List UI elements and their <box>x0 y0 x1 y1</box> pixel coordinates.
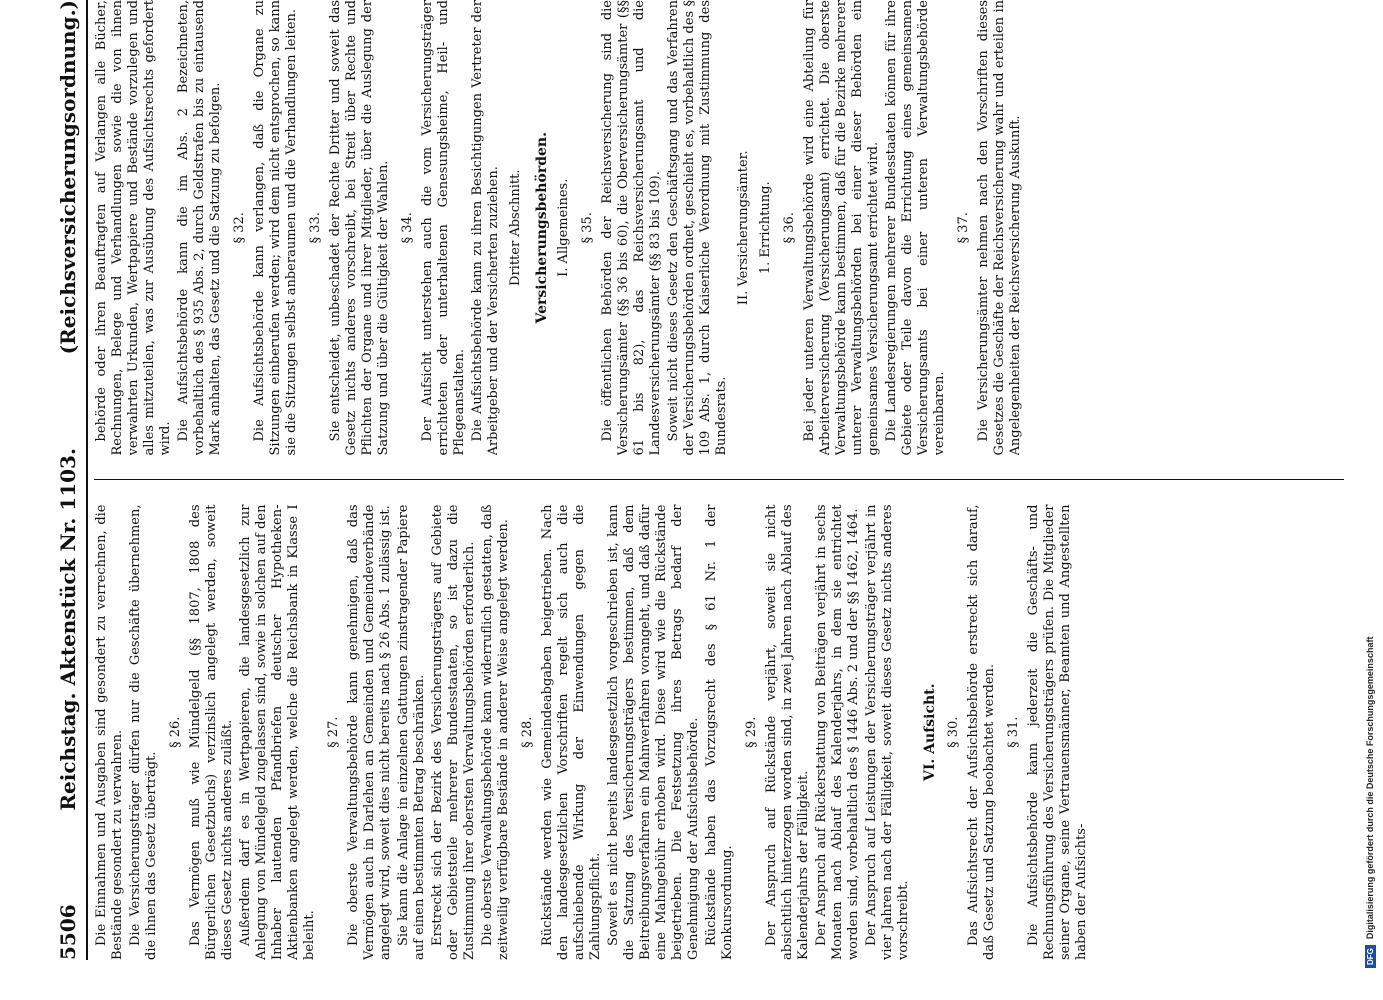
paragraph: Die Versicherungsträger dürfen nur die Geschäfte übernehmen, die ihnen das Gesetz überträgt. <box>128 504 159 960</box>
section-number: § 31. <box>1006 716 1021 748</box>
subsection-heading: II. Versicherungsämter. <box>736 150 751 306</box>
paragraph: Soweit es nicht bereits landesgesetzlich vorgeschrieben ist, kann die Satzung des Versicherungsträgers bestimmen, daß dem Beitreibungsverfahren ein Mahnverfahren vorangeht, und daß dafür eine Mahngebühr erhoben wird. Diese wird wie die Rückstände beigetrieben. Die Festsetzung ihres Betrags bedarf der Genehmigung der Aufsichtsbehörde. <box>606 504 701 960</box>
subsection-heading: 1. Errichtung. <box>758 181 773 275</box>
paragraph: Die Aufsichtsbehörde kann jederzeit die Geschäfts- und Rechnungsführung des Versicherungsträgers prüfen. Die Mitglieder seiner Organe, seine Vertrauensmänner, Beamten und Angestellten haben der Aufsichts- <box>1026 504 1089 960</box>
section-number: § 33. <box>308 212 323 244</box>
column-divider <box>94 480 1344 481</box>
document-page <box>50 0 1350 960</box>
paragraph: Die öffentlichen Behörden der Reichsversicherung sind die Versicherungsämter (§§ 36 bis 60), die Oberversicherungsämter (§§ 61 bis 82), das Reichsversicherungsamt und die Landesversicherungsämter (§§ 83 bis 109). <box>600 0 663 456</box>
page-number: 5506 <box>56 904 80 960</box>
paragraph: Die oberste Verwaltungsbehörde kann genehmigen, daß das Vermögen auch in Darlehen an Gemeinden und Gemeindeverbände angelegt wird, soweit dies nicht bereits nach § 26 Abs. 1 zulässig ist. <box>346 504 393 960</box>
paragraph: Der Anspruch auf Rückstände verjährt, soweit sie nicht absichtlich hinterzogen worden sind, in zwei Jahren nach Ablauf des Kalenderjahrs der Fälligkeit. <box>764 504 811 960</box>
dfg-logo: DFG <box>1365 945 1376 968</box>
paragraph: Die Aufsichtsbehörde kann die im Abs. 2 Bezeichneten, vorbehaltlich des § 935 Abs. 2, durch Geldstrafen bis zu eintausend Mark anhalten, das Gesetz und die Satzung zu befolgen. <box>176 0 223 456</box>
paragraph: Die Einnahmen und Ausgaben sind gesondert zu verrechnen, die Bestände gesondert zu verwahren. <box>94 504 125 960</box>
paragraph: Rückstände haben das Vorzugsrecht des § 61 Nr. 1 der Konkursordnung. <box>704 504 735 960</box>
section-number: § 26. <box>168 716 183 748</box>
page-header <box>50 0 88 960</box>
section-number: § 27. <box>326 716 341 748</box>
column-left <box>94 505 1344 961</box>
running-title-right: (Reichsversicherungsordnung.) <box>56 0 80 355</box>
paragraph: behörde oder ihren Beauftragten auf Verlangen alle Bücher, Rechnungen, Belege und Verhandlungen sowie die von ihnen verwahrten Urkunden, Wertpapiere und Bestände vorzulegen und alles mitzuteilen, was zur Ausübung des Aufsichtsrechts gefordert wird. <box>94 0 173 456</box>
paragraph: Die Versicherungsämter nehmen nach den Vorschriften dieses Gesetzes die Geschäfte der Reichsversicherung wahr und erteilen in Angelegenheiten der Reichsversicherung Auskunft. <box>976 0 1023 456</box>
paragraph: Sie entscheidet, unbeschadet der Rechte Dritter und soweit das Gesetz nichts anderes vorschreibt, bei Streit über Rechte und Pflichten der Organe und ihrer Mitglieder, über die Auslegung der Satzung und über die Gültigkeit der Wahlen. <box>328 0 391 456</box>
section-number: § 29. <box>744 716 759 748</box>
section-number: § 35. <box>580 212 595 244</box>
digitization-credit: Digitalisierung gefördert durch die Deutsche Forschungsgemeinschaft <box>1365 636 1375 940</box>
section-heading: VI. Aufsicht. <box>922 683 938 781</box>
column-right <box>94 0 1344 456</box>
paragraph: Die Aufsichtsbehörde kann zu ihren Besichtigungen Vertreter der Arbeitgeber und der Versicherten zuziehen. <box>470 0 501 456</box>
section-number: § 37. <box>956 212 971 244</box>
digitization-note <box>1361 8 1379 988</box>
section-number: § 30. <box>946 716 961 748</box>
paragraph: Erstreckt sich der Bezirk des Versicherungsträgers auf Gebiete oder Gebietsteile mehrerer Bundesstaaten, so ist dazu die Zustimmung ihrer obersten Verwaltungsbehörden erforderlich. <box>430 504 477 960</box>
part-heading: Dritter Abschnitt. <box>508 169 523 286</box>
paragraph: Der Aufsicht unterstehen auch die vom Versicherungsträger errichteten oder unterhaltenen Genesungsheime, Heil- und Pflegeanstalten. <box>420 0 467 456</box>
paragraph: Rückstände werden wie Gemeindeabgaben beigetrieben. Nach den landesgesetzlichen Vorschriften regelt sich auch die aufschiebende Wirkung der Einwendungen gegen die Zahlungspflicht. <box>540 504 603 960</box>
paragraph: Sie kann die Anlage in einzelnen Gattungen zinstragender Papiere auf einen bestimmten Betrag beschränken. <box>396 504 427 960</box>
subsection-heading: I. Allgemeines. <box>556 178 571 277</box>
paragraph: Die Landesregierungen mehrerer Bundesstaaten können für ihre Gebiete oder Teile davon die Errichtung eines gemeinsamen Versicherungsamts bei einer unteren Verwaltungsbehörde vereinbaren. <box>884 0 947 456</box>
section-number: § 28. <box>520 716 535 748</box>
paragraph: Das Aufsichtsrecht der Aufsichtsbehörde erstreckt sich darauf, daß Gesetz und Satzung beobachtet werden. <box>966 504 997 960</box>
part-title: Versicherungsbehörden. <box>534 132 550 324</box>
paragraph: Der Anspruch auf Rückerstattung von Beiträgen verjährt in sechs Monaten nach Ablauf des Kalenderjahrs, in dem sie entrichtet worden sind, vorbehaltlich des § 1446 Abs. 2 und der §§ 1462, 1464. <box>814 504 861 960</box>
paragraph: Außerdem darf es in Wertpapieren, die landesgesetzlich zur Anlegung von Mündelgeld zugelassen sind, sowie in solchen auf den Inhaber lautenden Pfandbriefen deutscher Hypotheken-Aktienbanken angelegt werden, welche die Reichsbank in Klasse I beleiht. <box>238 504 317 960</box>
section-number: § 36. <box>782 212 797 244</box>
section-number: § 34. <box>400 212 415 244</box>
paragraph: Die Aufsichtsbehörde kann verlangen, daß die Organe zu Sitzungen einberufen werden; wird dem nicht entsprochen, so kann sie die Sitzungen selbst anberaumen und die Verhandlungen leiten. <box>252 0 299 456</box>
section-number: § 32. <box>232 212 247 244</box>
paragraph: Das Vermögen muß wie Mündelgeld (§§ 1807, 1808 des Bürgerlichen Gesetzbuchs) verzinslich angelegt werden, soweit dieses Gesetz nichts anderes zuläßt. <box>188 504 235 960</box>
paragraph: Soweit nicht dieses Gesetz den Geschäftsgang und das Verfahren der Versicherungsbehörden ordnet, geschieht es, vorbehaltlich des § 109 Abs. 1, durch Kaiserliche Verordnung mit Zustimmung des Bundesrats. <box>666 0 729 456</box>
text-columns <box>94 0 1344 960</box>
paragraph: Die oberste Verwaltungsbehörde kann widerruflich gestatten, daß zeitweilig verfügbare Bestände in anderer Weise angelegt werden. <box>480 504 511 960</box>
paragraph: Bei jeder unteren Verwaltungsbehörde wird eine Abteilung für Arbeiterversicherung (Versicherungsamt) errichtet. Die oberste Verwaltungsbehörde kann bestimmen, daß für die Bezirke mehrerer unterer Verwaltungsbehörden bei einer dieser Behörden ein gemeinsames Versicherungsamt errichtet wird. <box>802 0 881 456</box>
paragraph: Der Anspruch auf Leistungen der Versicherungsträger verjährt in vier Jahren nach der Fälligkeit, soweit dieses Gesetz nichts anderes vorschreibt. <box>864 504 911 960</box>
running-title: Reichstag. Aktenstück Nr. 1103. <box>56 448 80 811</box>
